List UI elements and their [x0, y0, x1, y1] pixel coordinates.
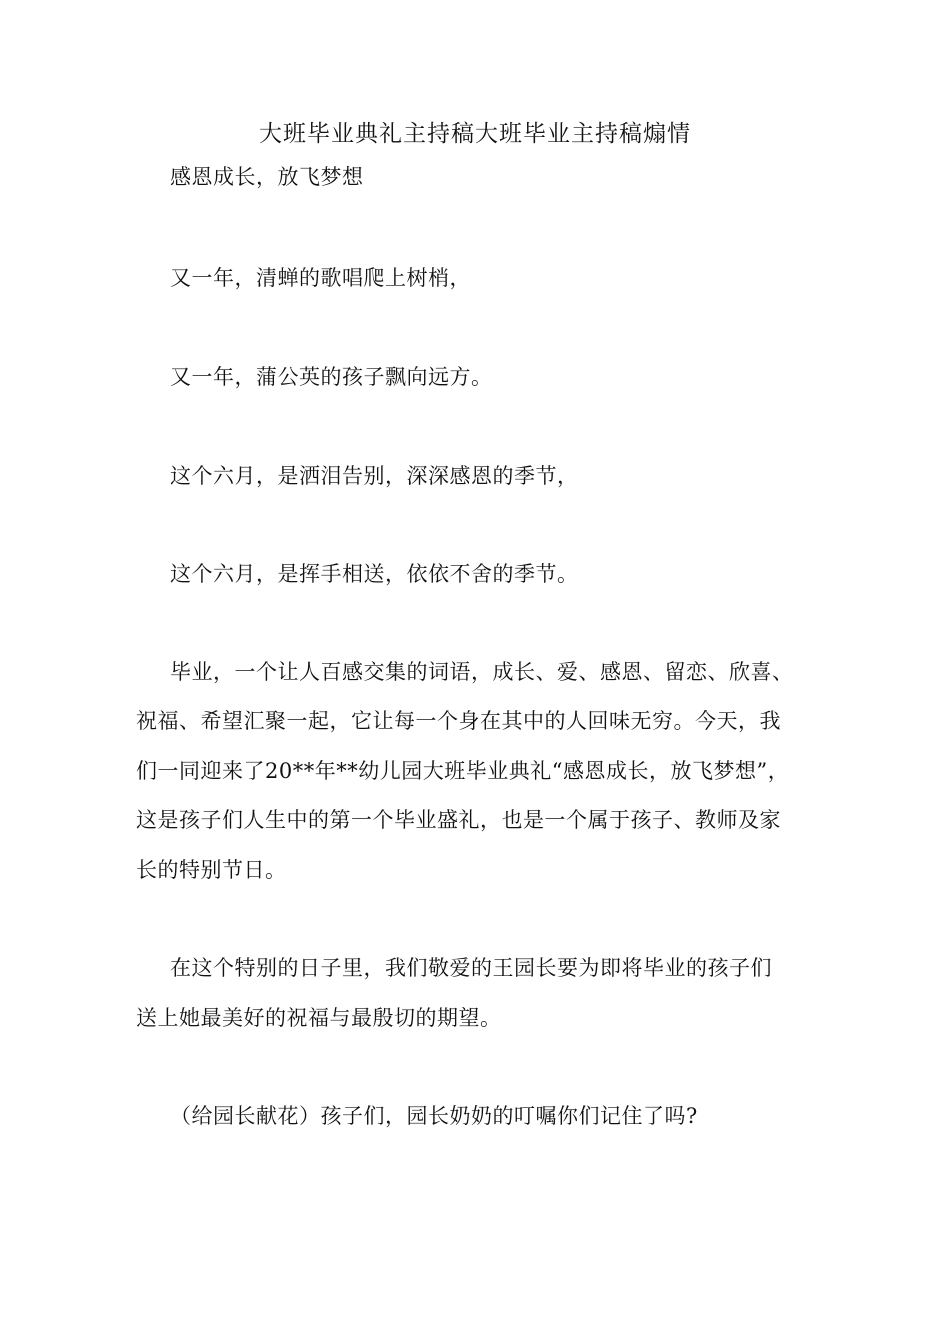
paragraph-line: 在这个特别的日子里，我们敬爱的王园长要为即将毕业的孩子们: [170, 956, 772, 980]
paragraph-line: （给园长献花）孩子们，园长奶奶的叮嘱你们记住了吗?: [170, 1104, 698, 1128]
paragraph-line: 毕业，一个让人百感交集的词语，成长、爱、感恩、留恋、欣喜、: [170, 660, 794, 684]
verse-line: 这个六月，是挥手相送，依依不舍的季节。: [170, 562, 579, 586]
paragraph-line: 们一同迎来了20**年**幼儿园大班毕业典礼“感恩成长，放飞梦想”，: [136, 759, 790, 783]
verse-line: 又一年，蒲公英的孩子飘向远方。: [170, 365, 493, 389]
paragraph-line: 长的特别节日。: [136, 858, 287, 882]
paragraph-line: 这是孩子们人生中的第一个毕业盛礼，也是一个属于孩子、教师及家: [136, 808, 781, 832]
document-subtitle: 感恩成长，放飞梦想: [170, 165, 364, 189]
verse-line: 又一年，清蝉的歌唱爬上树梢，: [170, 266, 471, 290]
paragraph-line: 送上她最美好的祝福与最殷切的期望。: [136, 1006, 502, 1030]
paragraph-line: 祝福、希望汇聚一起，它让每一个身在其中的人回味无穷。今天，我: [136, 709, 781, 733]
document-title: 大班毕业典礼主持稿大班毕业主持稿煽情: [259, 121, 691, 147]
verse-line: 这个六月，是洒泪告别，深深感恩的季节，: [170, 464, 579, 488]
